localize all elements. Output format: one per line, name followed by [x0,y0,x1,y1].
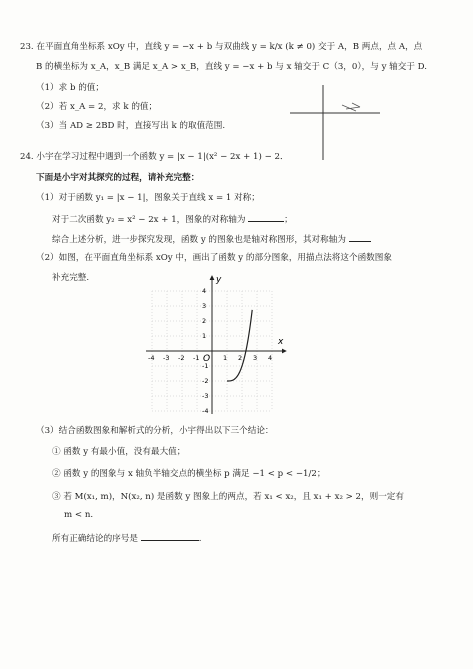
y-tick-label: 4 [202,287,207,295]
y-tick-label: -4 [202,407,209,415]
q24-lead: 下面是小宇对其探究的过程，请补充完整： [36,173,200,183]
conclusion-2: ② 函数 y 的图象与 x 轴负半轴交点的横坐标 p 满足 −1 < p < −1/2； [52,469,326,479]
conclusion-3b: m < n. [64,510,94,520]
conclusion-1: ① 函数 y 有最小值，没有最大值； [52,447,186,457]
q24-p1-text-2: 对于二次函数 y₂ = x² − 2x + 1，图象的对称轴为 [52,215,246,225]
y-tick-label: -1 [202,362,209,370]
x-tick-label: 3 [253,354,258,362]
x-axis-label: x [278,337,284,347]
x-tick-label: -1 [193,354,200,362]
q23-part-1: （1）求 b 的值； [36,83,104,93]
x-tick-label: -4 [148,354,155,362]
q23-part-2: （2）若 x_A = 2，求 k 的值； [36,102,158,112]
y-tick-label: 2 [202,317,207,325]
q24-part-1: （1）对于函数 y₁ = |x − 1|，图象关于直线 x = 1 对称； [36,193,260,203]
final-answer-line: 所有正确结论的序号是 . [52,531,201,545]
q23-line-1: 23. 在平面直角坐标系 xOy 中，直线 y = −x + b 与双曲线 y = k/x (k ≠ 0) 交于 A，B 两点，点 A，点 [20,42,423,52]
q24-part-1-line-3 [52,232,371,246]
q24-part-1-line-2: 对于二次函数 y₂ = x² − 2x + 1，图象的对称轴为 ； [52,212,293,226]
conclusion-3a: ③ 若 M(x₁, m)，N(x₂, n) 是函数 y 图象上的两点，若 x₁ < x₂，且 x₁ + x₂ > 2，则一定有 [52,492,404,502]
x-tick-label: -2 [178,354,185,362]
x-tick-label: 4 [268,354,273,362]
q24-p1-text-3: 综合上述分析，进一步探究发现，函数 y 的图象也是轴对称图形，其对称轴为 [52,235,346,245]
answer-blank-axis-1[interactable] [248,212,284,222]
q23-line-2: B 的横坐标为 x_A，x_B 满足 x_A > x_B，直线 y = −x + b 与 x 轴交于 C（3，0），与 y 轴交于 D. [36,62,427,72]
y-tick-label: -3 [202,392,209,400]
function-graph [140,270,290,420]
y-tick-label: 1 [202,332,207,340]
q24-intro: 24. 小宇在学习过程中遇到一个函数 y = |x − 1|(x² − 2x + 1) − 2． [20,152,289,162]
final-answer-text: 所有正确结论的序号是 [52,534,138,544]
q23-sketch-axes [290,85,380,160]
origin-label: O [203,354,211,364]
x-tick-label: 1 [223,354,228,362]
q24-part-3: （3）结合函数图象和解析式的分析，小宇得出以下三个结论： [36,426,274,436]
q24-part-2-line-2: 补充完整. [52,273,90,283]
x-tick-label: -3 [163,354,170,362]
q23-part-3: （3）当 AD ≥ 2BD 时，直接写出 k 的取值范围. [36,121,226,131]
final-answer-blank[interactable] [141,531,199,541]
q24-part-2: （2）如图，在平面直角坐标系 xOy 中，画出了函数 y 的部分图象，用描点法将这个函数图象 [36,253,392,263]
y-axis-label: y [216,275,222,285]
y-tick-label: -2 [202,377,209,385]
y-tick-label: 3 [202,302,207,310]
x-tick-label: 2 [238,354,243,362]
answer-blank-axis-2[interactable] [349,232,371,242]
